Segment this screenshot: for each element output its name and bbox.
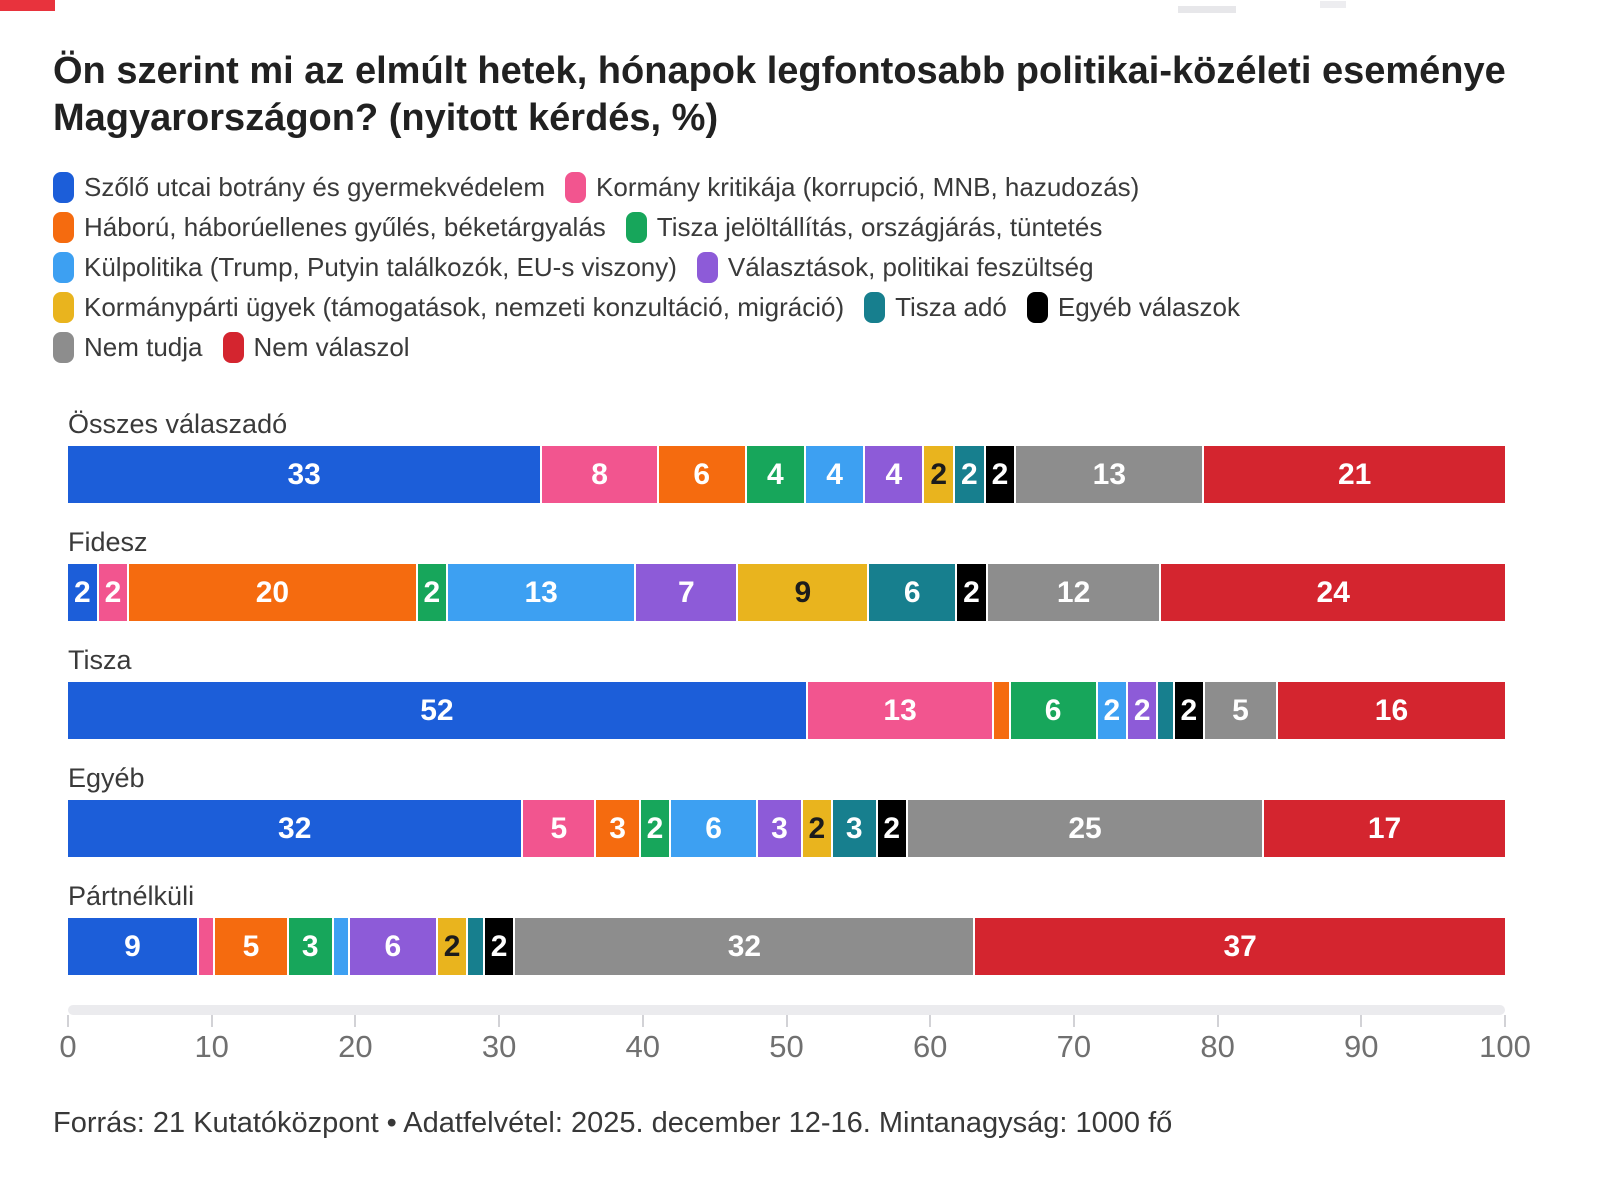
bar-segment[interactable] xyxy=(1175,682,1205,739)
row-label: Fidesz xyxy=(68,527,148,558)
bar-segment[interactable] xyxy=(1161,564,1505,621)
bar-segment[interactable] xyxy=(1016,446,1204,503)
legend-item[interactable] xyxy=(697,252,1094,283)
bar-segment[interactable] xyxy=(68,682,808,739)
bar-segment[interactable] xyxy=(68,446,542,503)
bar-segment[interactable] xyxy=(334,918,350,975)
legend-swatch-icon xyxy=(53,332,74,363)
bar-segment[interactable] xyxy=(1278,682,1505,739)
legend-item-label: Tisza adó xyxy=(895,292,1007,323)
legend-row xyxy=(53,292,1547,323)
bar-segment-value: 9 xyxy=(124,929,141,963)
bar-segment-value: 3 xyxy=(771,811,788,845)
x-axis-tick xyxy=(642,1015,644,1027)
stacked-bar xyxy=(68,918,1505,975)
bar-segment[interactable] xyxy=(289,918,334,975)
bar-segment-value: 13 xyxy=(524,575,558,609)
x-axis-tick-label: 100 xyxy=(1479,1029,1531,1065)
legend-item[interactable] xyxy=(565,172,1139,203)
bar-segment-value: 2 xyxy=(73,575,91,609)
legend-item-label: Tisza jelöltállítás, országjárás, tüntetés xyxy=(656,212,1103,243)
bar-segment-value: 2 xyxy=(443,929,461,963)
legend-item[interactable] xyxy=(1027,292,1240,323)
bar-segment[interactable] xyxy=(468,918,484,975)
chart-rows xyxy=(68,409,1505,975)
bar-segment[interactable] xyxy=(955,446,986,503)
chart-row xyxy=(68,409,1505,503)
bar-segment-value: 12 xyxy=(1056,575,1091,609)
bar-segment[interactable] xyxy=(515,918,975,975)
bar-segment-value: 20 xyxy=(255,575,290,609)
bar-segment-value: 2 xyxy=(991,457,1009,491)
bar-segment[interactable] xyxy=(1128,682,1158,739)
bar-segment-value: 25 xyxy=(1068,811,1102,845)
legend-item[interactable] xyxy=(864,292,1007,323)
bar-segment-value: 6 xyxy=(384,929,402,963)
legend-item[interactable] xyxy=(53,212,606,243)
bar-segment[interactable] xyxy=(523,800,596,857)
x-axis-tick-label: 0 xyxy=(59,1029,77,1065)
x-axis-tick-label: 30 xyxy=(481,1029,517,1065)
bar-segment[interactable] xyxy=(129,564,417,621)
bar-segment[interactable] xyxy=(1264,800,1505,857)
bar-segment[interactable] xyxy=(596,800,641,857)
bar-segment-value: 6 xyxy=(1044,693,1062,727)
bar-segment-value: 2 xyxy=(930,457,948,491)
chart-row xyxy=(68,881,1505,975)
x-axis-tick xyxy=(929,1015,931,1027)
bar-segment[interactable] xyxy=(1204,446,1505,503)
bar-segment-value: 17 xyxy=(1367,811,1402,845)
bar-segment-value: 4 xyxy=(885,457,903,491)
x-axis-tick-label: 80 xyxy=(1200,1029,1235,1065)
bar-segment[interactable] xyxy=(924,446,955,503)
legend-swatch-icon xyxy=(864,292,885,323)
bar-segment-value: 9 xyxy=(794,575,812,609)
x-axis xyxy=(59,1005,1531,1067)
x-axis-tick xyxy=(1073,1015,1075,1027)
bar-segment-value: 24 xyxy=(1316,575,1350,609)
x-axis-tick-label: 90 xyxy=(1344,1029,1379,1065)
bar-segment[interactable] xyxy=(68,564,99,621)
x-axis-ticks xyxy=(68,1015,1505,1027)
legend-row xyxy=(53,332,1547,363)
x-axis-tick xyxy=(211,1015,213,1027)
bar-segment[interactable] xyxy=(350,918,438,975)
bar-segment-value: 5 xyxy=(242,929,260,963)
legend-swatch-icon xyxy=(53,212,74,243)
x-axis-tick xyxy=(786,1015,788,1027)
legend-item-label: Kormány kritikája (korrupció, MNB, hazudozás) xyxy=(596,172,1140,203)
bar-segment-value: 5 xyxy=(550,811,568,845)
stacked-bar xyxy=(68,446,1505,503)
stacked-bar xyxy=(68,682,1505,739)
legend-swatch-icon xyxy=(53,172,74,203)
bar-segment-value: 2 xyxy=(808,811,826,845)
bar-segment-value: 3 xyxy=(845,811,863,845)
bar-segment[interactable] xyxy=(747,446,806,503)
x-axis-tick xyxy=(498,1015,500,1027)
bar-segment[interactable] xyxy=(758,800,803,857)
x-axis-tick-label: 70 xyxy=(1056,1029,1092,1065)
legend-item[interactable] xyxy=(53,252,677,283)
legend-swatch-icon xyxy=(626,212,647,243)
legend-swatch-icon xyxy=(223,332,244,363)
legend-row xyxy=(53,252,1547,283)
bar-segment-value: 32 xyxy=(278,811,312,845)
bar-segment[interactable] xyxy=(1098,682,1128,739)
bar-segment-value: 3 xyxy=(301,929,319,963)
bar-segment-value: 2 xyxy=(1133,693,1151,727)
chart-title: Ön szerint mi az elmúlt hetek, hónapok legfontosabb politikai-közéleti eseménye Magyarországon? (nyitott kérdés, %) xyxy=(53,50,1506,140)
legend-item-label: Egyéb válaszok xyxy=(1057,292,1240,323)
legend-swatch-icon xyxy=(1027,292,1048,323)
x-axis-tick-label: 10 xyxy=(194,1029,229,1065)
legend-item-label: Kormánypárti ügyek (támogatások, nemzeti konzultáció, migráció) xyxy=(84,292,845,323)
bar-segment-value: 13 xyxy=(883,693,917,727)
legend-row xyxy=(53,212,1547,243)
bar-segment-value: 2 xyxy=(1180,693,1198,727)
stacked-bar xyxy=(68,564,1505,621)
bar-segment-value: 2 xyxy=(961,457,978,491)
bar-segment-value: 37 xyxy=(1223,929,1257,963)
bar-segment[interactable] xyxy=(671,800,758,857)
bar-segment-value: 2 xyxy=(423,575,441,609)
x-axis-tick xyxy=(1360,1015,1362,1027)
legend-item-label: Háború, háborúellenes gyűlés, béketárgyalás xyxy=(84,212,606,243)
bar-segment[interactable] xyxy=(199,918,215,975)
legend-item[interactable] xyxy=(626,212,1103,243)
bar-segment[interactable] xyxy=(994,682,1010,739)
bar-segment[interactable] xyxy=(438,918,469,975)
bar-segment[interactable] xyxy=(99,564,130,621)
bar-segment[interactable] xyxy=(636,564,738,621)
legend-row xyxy=(53,172,1547,203)
bar-segment-value: 21 xyxy=(1338,457,1372,491)
bar-segment[interactable] xyxy=(803,800,833,857)
bar-segment[interactable] xyxy=(957,564,988,621)
bar-segment-value: 6 xyxy=(693,457,711,491)
bar-segment[interactable] xyxy=(542,446,659,503)
legend-item-label: Külpolitika (Trump, Putyin találkozók, EU-s viszony) xyxy=(84,252,677,283)
bar-segment[interactable] xyxy=(68,918,199,975)
bar-segment[interactable] xyxy=(908,800,1264,857)
bar-segment-value: 13 xyxy=(1092,457,1127,491)
bar-segment-value: 52 xyxy=(420,693,454,727)
bar-segment[interactable] xyxy=(833,800,878,857)
bar-segment[interactable] xyxy=(1158,682,1174,739)
legend-item[interactable] xyxy=(53,292,844,323)
x-axis-tick xyxy=(1504,1015,1506,1027)
legend-item-label: Választások, politikai feszültség xyxy=(727,252,1094,283)
bar-segment[interactable] xyxy=(865,446,924,503)
x-axis-labels xyxy=(59,1027,1531,1067)
chart-row xyxy=(68,645,1505,739)
bar-segment-value: 33 xyxy=(287,457,321,491)
row-label: Tisza xyxy=(68,645,132,676)
bar-segment-value: 2 xyxy=(963,575,980,609)
bar-segment[interactable] xyxy=(659,446,747,503)
bar-segment[interactable] xyxy=(641,800,671,857)
bar-segment[interactable] xyxy=(485,918,516,975)
source-note: Forrás: 21 Kutatóközpont • Adatfelvétel: 2025. december 12-16. Mintanagyság: 1000 fő xyxy=(53,1107,1173,1140)
bar-segment[interactable] xyxy=(878,800,908,857)
bar-segment-value: 5 xyxy=(1232,693,1249,727)
bar-segment[interactable] xyxy=(808,682,994,739)
bar-segment-value: 6 xyxy=(903,575,921,609)
bar-segment-value: 2 xyxy=(104,575,122,609)
bar-segment[interactable] xyxy=(1205,682,1278,739)
bar-segment-value: 2 xyxy=(883,811,901,845)
x-axis-tick-label: 60 xyxy=(912,1029,948,1065)
bar-segment-value: 4 xyxy=(826,457,843,491)
chart-row xyxy=(68,763,1505,857)
legend-item[interactable] xyxy=(223,332,410,363)
legend-swatch-icon xyxy=(53,292,74,323)
x-axis-tick-label: 40 xyxy=(625,1029,661,1065)
bar-segment[interactable] xyxy=(869,564,957,621)
bar-segment[interactable] xyxy=(975,918,1505,975)
bar-segment[interactable] xyxy=(1011,682,1098,739)
row-label: Összes válaszadó xyxy=(68,409,288,440)
legend-item-label: Nem válaszol xyxy=(253,332,410,363)
legend-swatch-icon xyxy=(565,172,586,203)
bar-segment-value: 16 xyxy=(1374,693,1409,727)
bar-segment[interactable] xyxy=(418,564,449,621)
bar-segment-value: 3 xyxy=(609,811,626,845)
bar-segment-value: 8 xyxy=(591,457,608,491)
bar-segment[interactable] xyxy=(988,564,1162,621)
bar-segment-value: 7 xyxy=(677,575,695,609)
bar-segment[interactable] xyxy=(448,564,636,621)
x-axis-tick-label: 50 xyxy=(769,1029,804,1065)
legend-item-label: Nem tudja xyxy=(84,332,203,363)
legend-item[interactable] xyxy=(53,332,203,363)
x-axis-tick xyxy=(354,1015,356,1027)
bar-segment[interactable] xyxy=(738,564,869,621)
bar-segment[interactable] xyxy=(806,446,865,503)
x-axis-line xyxy=(68,1005,1505,1015)
row-label: Egyéb xyxy=(68,763,145,794)
stacked-bar xyxy=(68,800,1505,857)
bar-segment-value: 2 xyxy=(1103,693,1121,727)
bar-segment[interactable] xyxy=(986,446,1017,503)
row-label: Pártnélküli xyxy=(68,881,195,912)
legend-item-label: Szőlő utcai botrány és gyermekvédelem xyxy=(84,172,546,203)
bar-segment-value: 32 xyxy=(727,929,762,963)
x-axis-tick xyxy=(1217,1015,1219,1027)
legend-swatch-icon xyxy=(53,252,74,283)
legend-swatch-icon xyxy=(697,252,718,283)
legend xyxy=(53,172,1547,363)
x-axis-tick xyxy=(67,1015,69,1027)
legend-item[interactable] xyxy=(53,172,545,203)
bar-segment-value: 6 xyxy=(705,811,722,845)
bar-segment-value: 2 xyxy=(646,811,664,845)
bar-segment-value: 2 xyxy=(490,929,508,963)
chart-row xyxy=(68,527,1505,621)
bar-segment[interactable] xyxy=(215,918,289,975)
x-axis-tick-label: 20 xyxy=(338,1029,373,1065)
bar-segment[interactable] xyxy=(68,800,523,857)
bar-segment-value: 4 xyxy=(766,457,784,491)
